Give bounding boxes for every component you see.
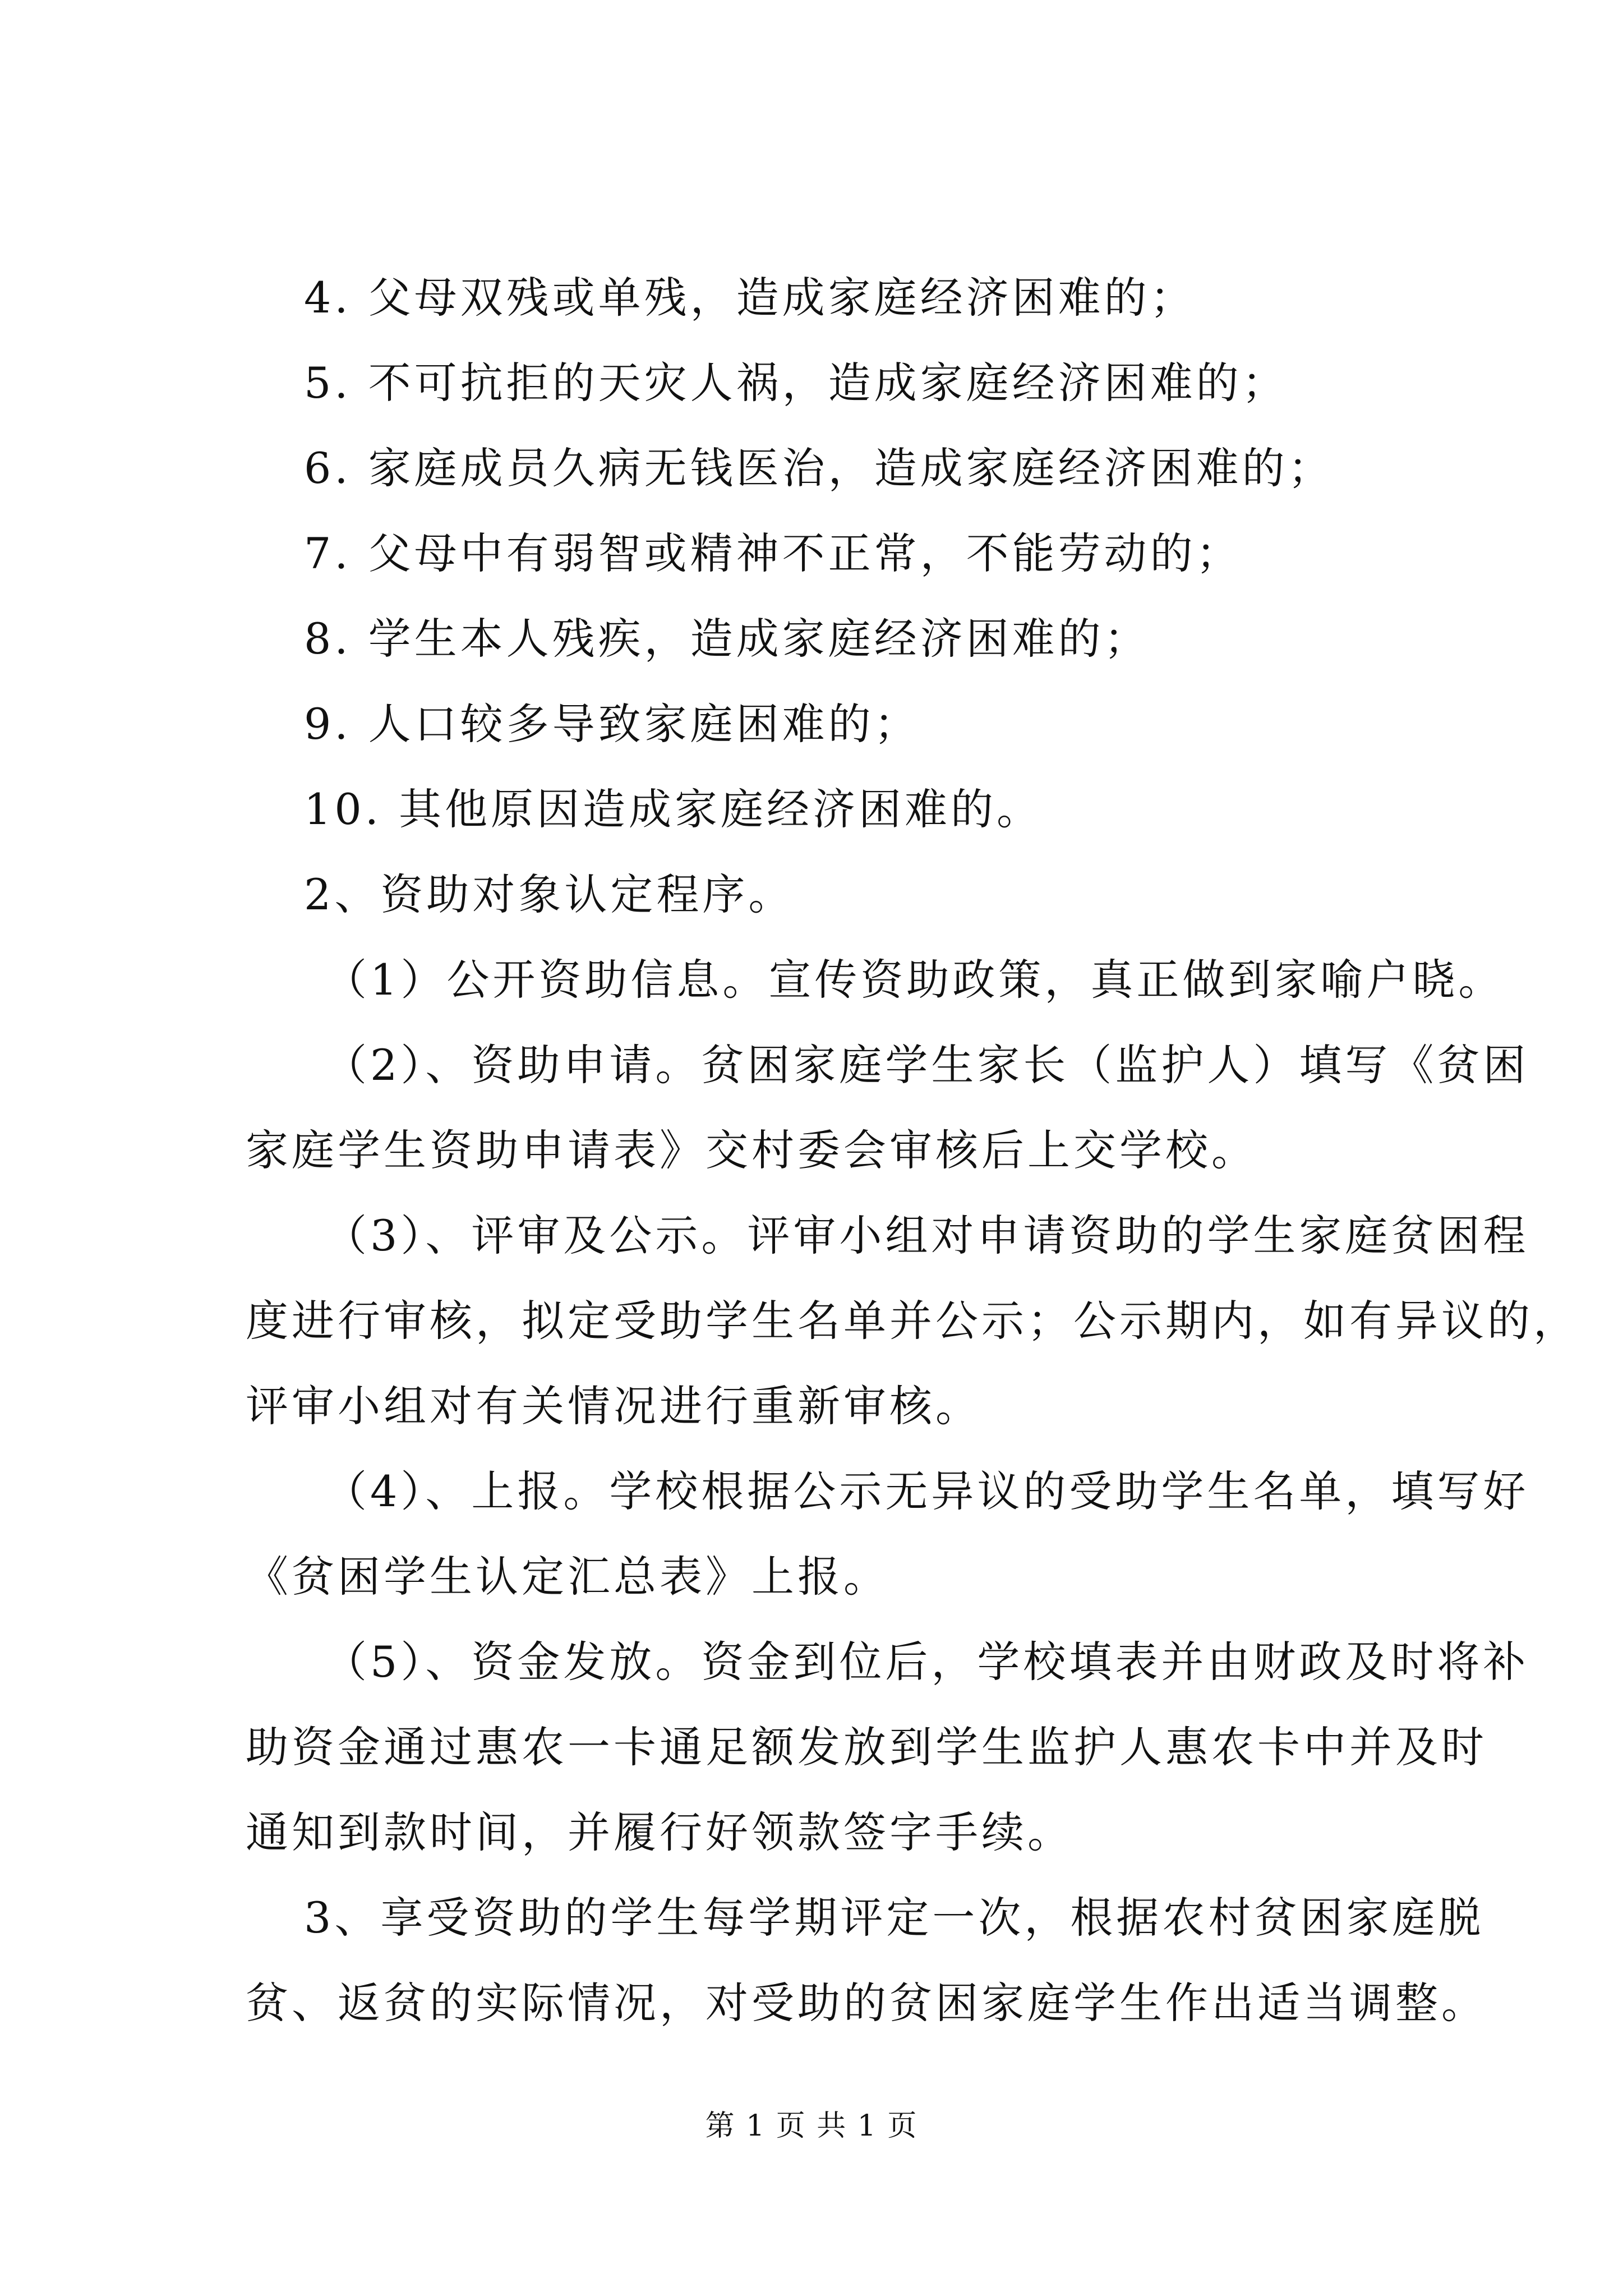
paragraph-line: （2）、资助申请。贫困家庭学生家长（监护人）填写《贫困 — [324, 1040, 1529, 1090]
paragraph-line: 《贫困学生认定汇总表》上报。 — [246, 1552, 889, 1602]
paragraph-line: 8. 学生本人残疾，造成家庭经济困难的； — [304, 614, 1150, 664]
paragraph-line: 助资金通过惠农一卡通足额发放到学生监护人惠农卡中并及时 — [246, 1722, 1487, 1772]
paragraph-line: （3）、评审及公示。评审小组对申请资助的学生家庭贫困程 — [324, 1211, 1529, 1260]
paragraph-line: 度进行审核，拟定受助学生名单并公示；公示期内，如有异议的， — [246, 1296, 1579, 1346]
paragraph-line: 贫、返贫的实际情况，对受助的贫困家庭学生作出适当调整。 — [246, 1978, 1487, 2028]
paragraph-line: 7. 父母中有弱智或精神不正常，不能劳动的； — [304, 528, 1242, 578]
paragraph-line: （1）公开资助信息。宣传资助政策，真正做到家喻户晓。 — [324, 955, 1505, 1005]
page-footer: 第 1 页 共 1 页 — [705, 2109, 918, 2143]
paragraph-line: 4. 父母双残或单残，造成家庭经济困难的； — [304, 273, 1196, 323]
paragraph-line: 3、享受资助的学生每学期评定一次，根据农村贫困家庭脱 — [304, 1893, 1484, 1943]
paragraph-line: 10. 其他原因造成家庭经济困难的。 — [304, 784, 1043, 834]
paragraph-line: 评审小组对有关情况进行重新审核。 — [246, 1381, 981, 1431]
paragraph-line: 通知到款时间，并履行好领款签字手续。 — [246, 1807, 1073, 1857]
section-heading: 2、资助对象认定程序。 — [304, 869, 795, 919]
paragraph-line: （5）、资金发放。资金到位后，学校填表并由财政及时将补 — [324, 1637, 1529, 1687]
paragraph-line: （4）、上报。学校根据公示无异议的受助学生名单，填写好 — [324, 1466, 1529, 1516]
paragraph-line: 6. 家庭成员久病无钱医治，造成家庭经济困难的； — [304, 443, 1334, 493]
paragraph-line: 5. 不可抗拒的天灾人祸，造成家庭经济困难的； — [304, 358, 1288, 408]
paragraph-line: 9. 人口较多导致家庭困难的； — [304, 699, 920, 749]
paragraph-line: 家庭学生资助申请表》交村委会审核后上交学校。 — [246, 1125, 1257, 1175]
document-body — [246, 255, 1579, 2046]
